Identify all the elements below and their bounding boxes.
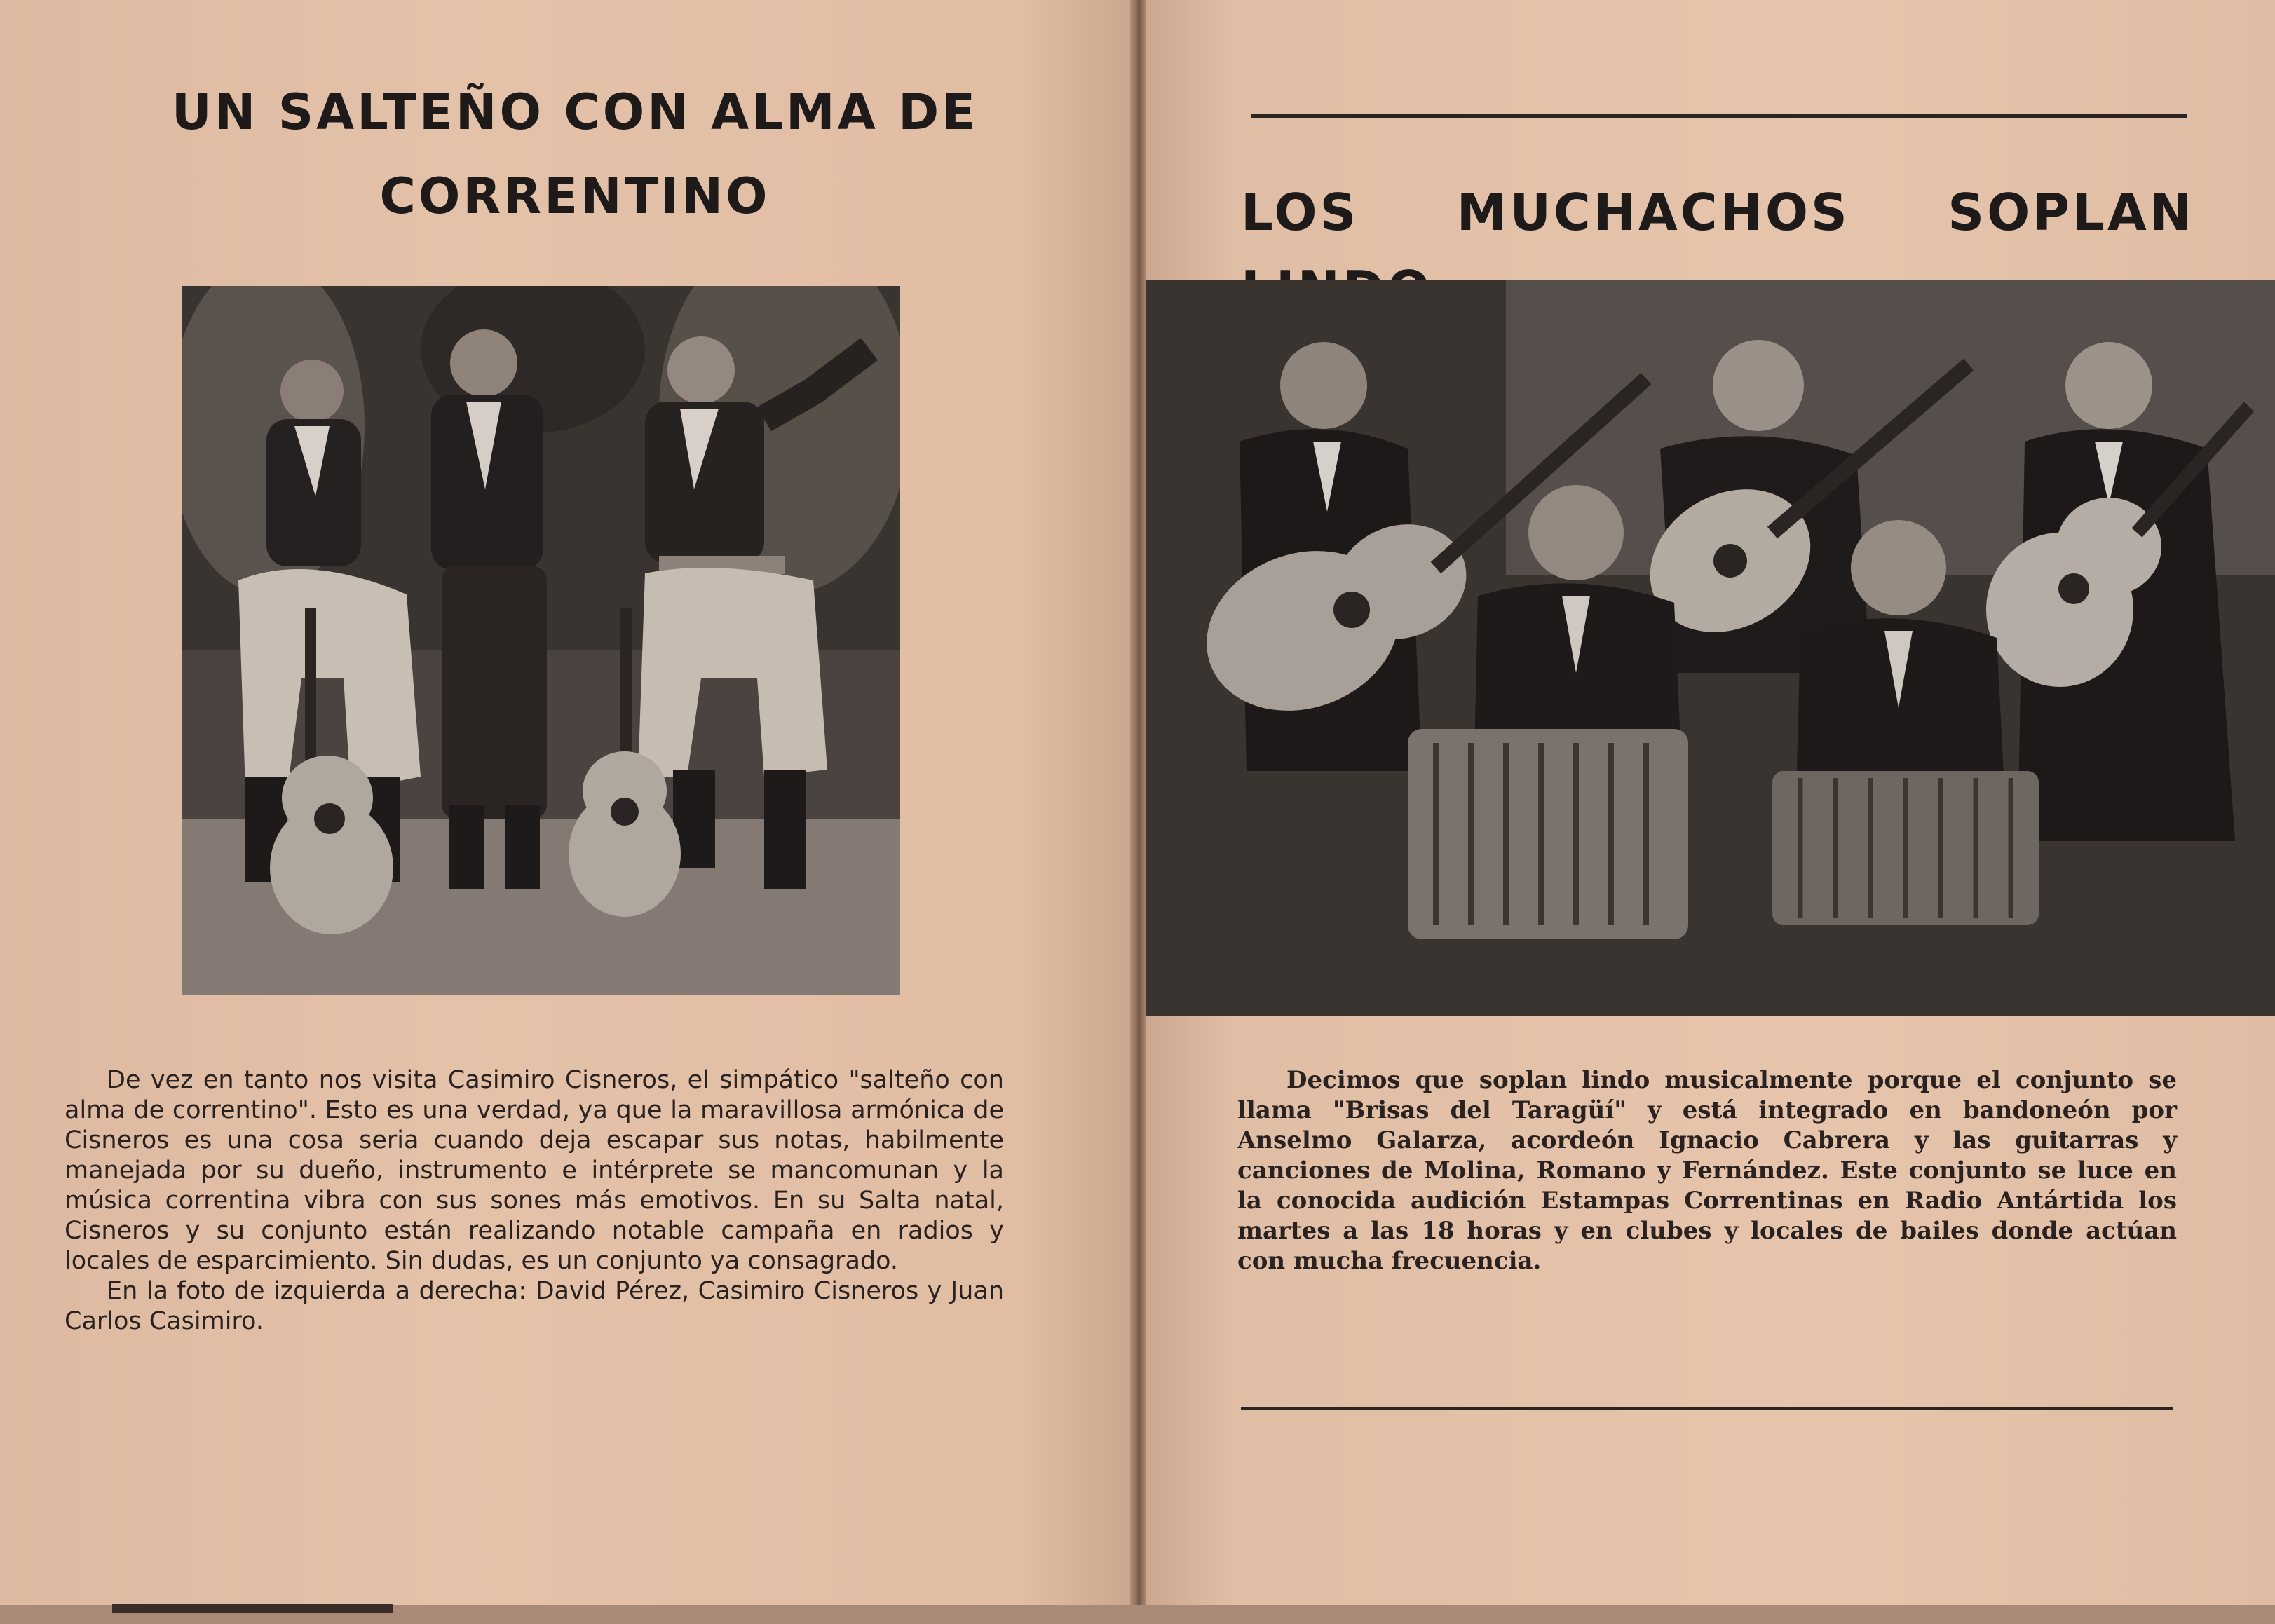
bottom-divider-rule [1241, 1407, 2173, 1410]
top-divider-rule [1251, 114, 2187, 118]
right-article-paragraph: Decimos que soplan lindo musicalmente porque el conjunto se llama "Brisas del Taragüí" y está integrado en bandoneón por Anselmo Galarza, acordeón Ignacio Cabrera y las guitarras y canciones de Molina, Romano y Fernández. Este conjunto se luce en la conocida audición Estampas Correntinas en Radio Antártida los martes a las 18 horas y en clubes y locales de bailes donde actúan con mucha frecuencia. [1237, 1066, 2177, 1275]
bottom-dark-strip [112, 1604, 393, 1613]
left-article-paragraph-2: En la foto de izquierda a derecha: David Pérez, Casimiro Cisneros y Juan Carlos Casimiro. [64, 1277, 1004, 1335]
left-page-title [91, 70, 1059, 238]
right-article-body [1237, 1065, 2177, 1276]
photo-illustration [182, 286, 900, 995]
photo-illustration-group [1141, 280, 2275, 1016]
left-title-line-1: UN SALTEÑO CON ALMA DE [171, 83, 979, 141]
left-page [0, 0, 1136, 1624]
right-page-title: LOS MUCHACHOS SOPLAN [1241, 183, 2194, 242]
page-gutter [1130, 0, 1146, 1624]
left-article-paragraph-1: De vez en tanto nos visita Casimiro Cisneros, el simpático "salteño con alma de correntino". Esto es una verdad, ya que la maravillosa armónica de Cisneros es una cosa seria cuando deja escapar sus notas, habilmente manejada por su dueño, instrumento e intérprete se mancomunan y la música correntina vibra con sus sones más emotivos. En su Salta natal, Cisneros y su conjunto están realizando notable campaña en radios y locales de esparcimiento. Sin dudas, es un conjunto ya consagrado. [64, 1066, 1004, 1275]
photo-five-musicians [1141, 280, 2275, 1016]
photo-three-musicians [182, 286, 900, 995]
left-title-line-2: CORRENTINO [379, 168, 770, 225]
left-article-body [64, 1065, 1004, 1337]
